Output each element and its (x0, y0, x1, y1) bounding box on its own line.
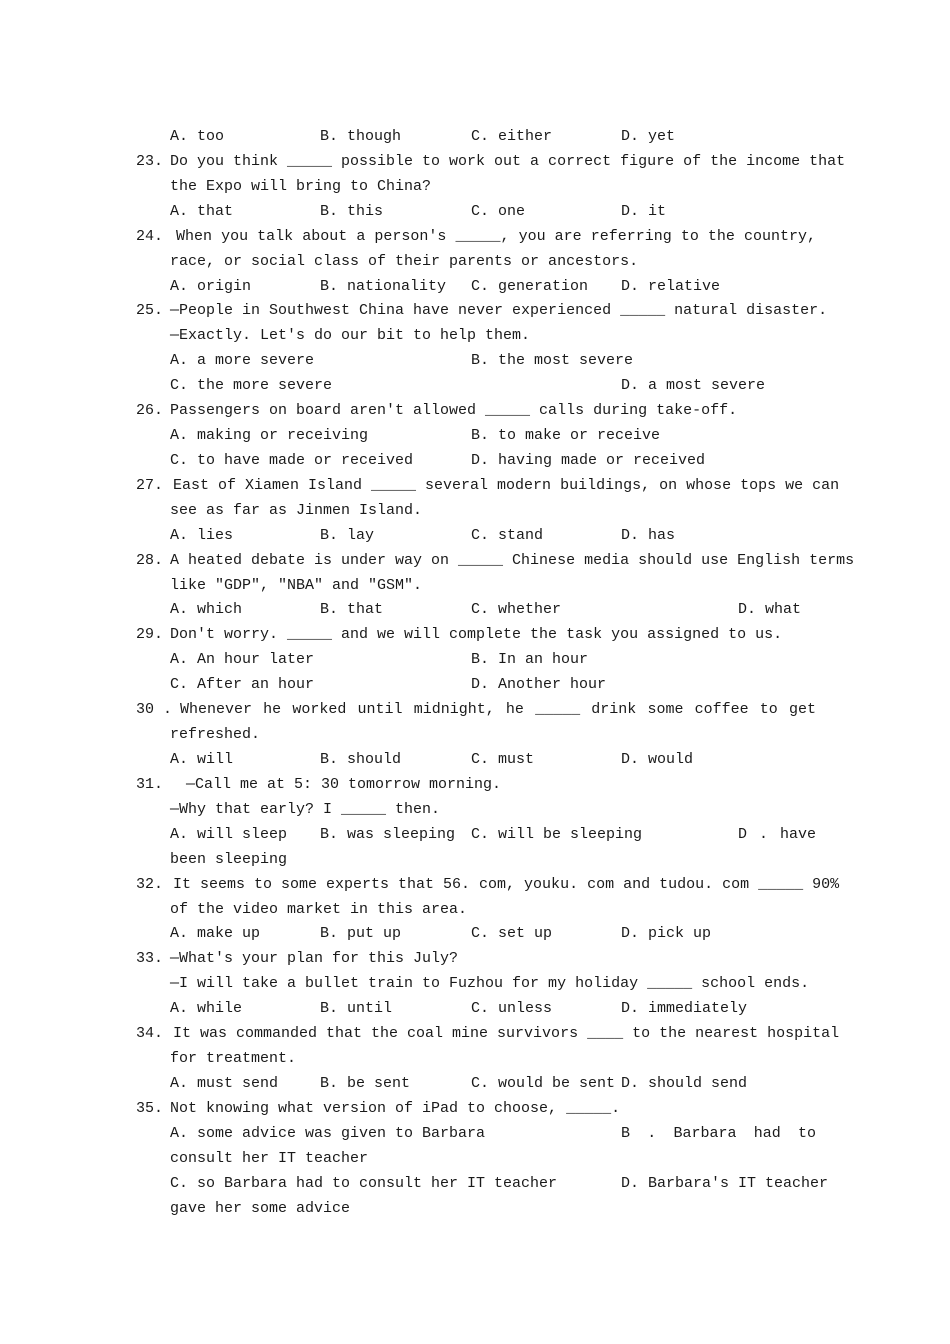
question-number: 30 . (136, 701, 173, 718)
option-b: B. this (320, 203, 384, 220)
question-number: 24. (136, 228, 164, 245)
option-d: D. relative (621, 278, 721, 295)
option-b: B. though (320, 128, 402, 145)
option-b: B. nationality (320, 278, 447, 295)
question-stem-cont: race, or social class of their parents or ancestors. (170, 253, 639, 270)
option-a: A. which (170, 601, 243, 618)
question-stem: Passengers on board aren't allowed _____ calls during take-off. (170, 402, 738, 419)
question-number: 29. (136, 626, 164, 643)
question-number: 23. (136, 153, 164, 170)
option-a: A. must send (170, 1075, 279, 1092)
option-b: B. to make or receive (471, 427, 661, 444)
option-a: A. too (170, 128, 225, 145)
option-c: C. must (471, 751, 535, 768)
option-b: B. should (320, 751, 402, 768)
option-b: B. that (320, 601, 384, 618)
question-stem: Do you think _____ possible to work out a correct figure of the income that (170, 153, 846, 170)
question-stem: A heated debate is under way on _____ Chinese media should use English terms (170, 552, 855, 569)
option-c: C. After an hour (170, 676, 315, 693)
option-d: D. would (621, 751, 694, 768)
option-b: B. put up (320, 925, 402, 942)
option-c: C. would be sent (471, 1075, 616, 1092)
option-a: A. make up (170, 925, 261, 942)
option-d: D. what (738, 601, 802, 618)
question-number: 32. (136, 876, 164, 893)
option-c: C. will be sleeping (471, 826, 643, 843)
option-c: C. stand (471, 527, 544, 544)
option-d: D. Another hour (471, 676, 607, 693)
option-a: A. that (170, 203, 234, 220)
question-number: 26. (136, 402, 164, 419)
question-number: 35. (136, 1100, 164, 1117)
option-c: C. either (471, 128, 553, 145)
option-d: D . have (738, 826, 816, 843)
question-number: 31. (136, 776, 164, 793)
option-c: C. so Barbara had to consult her IT teacher (170, 1175, 558, 1192)
question-number: 28. (136, 552, 164, 569)
question-stem-cont: refreshed. (170, 726, 261, 743)
question-stem: —People in Southwest China have never experienced _____ natural disaster. (170, 302, 828, 319)
option-c: C. set up (471, 925, 553, 942)
option-a: A. some advice was given to Barbara (170, 1125, 486, 1142)
option-c: C. to have made or received (170, 452, 414, 469)
option-d-cont: been sleeping (170, 851, 288, 868)
option-b: B. until (320, 1000, 393, 1017)
question-stem-cont: see as far as Jinmen Island. (170, 502, 423, 519)
option-b: B. was sleeping (320, 826, 456, 843)
option-b: B . Barbara had to (621, 1125, 816, 1142)
option-d: D. a most severe (621, 377, 766, 394)
question-stem: When you talk about a person's _____, you are referring to the country, (176, 228, 816, 245)
option-b-cont: consult her IT teacher (170, 1150, 369, 1167)
option-d: D. should send (621, 1075, 748, 1092)
question-stem-cont: of the video market in this area. (170, 901, 468, 918)
option-c: C. generation (471, 278, 589, 295)
option-d: D. has (621, 527, 676, 544)
question-number: 27. (136, 477, 164, 494)
option-d: D. immediately (621, 1000, 748, 1017)
option-a: A. a more severe (170, 352, 315, 369)
question-stem-cont: —Why that early? I _____ then. (170, 801, 441, 818)
option-b: B. be sent (320, 1075, 411, 1092)
question-stem: —What's your plan for this July? (170, 950, 459, 967)
question-stem: Don't worry. _____ and we will complete the task you assigned to us. (170, 626, 783, 643)
option-b: B. In an hour (471, 651, 589, 668)
option-a: A. origin (170, 278, 252, 295)
option-d: D. Barbara's IT teacher (621, 1175, 829, 1192)
option-a: A. while (170, 1000, 243, 1017)
option-d-cont: gave her some advice (170, 1200, 351, 1217)
question-stem: It was commanded that the coal mine survivors ____ to the nearest hospital (173, 1025, 840, 1042)
option-a: A. An hour later (170, 651, 315, 668)
option-c: C. whether (471, 601, 562, 618)
option-b: B. lay (320, 527, 375, 544)
option-d: D. pick up (621, 925, 712, 942)
question-number: 34. (136, 1025, 164, 1042)
option-d: D. yet (621, 128, 676, 145)
question-stem-cont: —I will take a bullet train to Fuzhou for my holiday _____ school ends. (170, 975, 810, 992)
question-stem: It seems to some experts that 56. com, youku. com and tudou. com _____ 90% (173, 876, 840, 893)
question-stem-cont: —Exactly. Let's do our bit to help them. (170, 327, 531, 344)
option-d: D. it (621, 203, 667, 220)
option-c: C. one (471, 203, 526, 220)
question-stem-cont: like "GDP", "NBA" and "GSM". (170, 577, 423, 594)
option-a: A. making or receiving (170, 427, 369, 444)
option-a: A. lies (170, 527, 234, 544)
question-number: 33. (136, 950, 164, 967)
question-stem: —Call me at 5: 30 tomorrow morning. (186, 776, 502, 793)
question-stem: East of Xiamen Island _____ several modern buildings, on whose tops we can (173, 477, 840, 494)
option-d: D. having made or received (471, 452, 706, 469)
option-c: C. the more severe (170, 377, 333, 394)
option-a: A. will sleep (170, 826, 288, 843)
option-c: C. unless (471, 1000, 553, 1017)
question-number: 25. (136, 302, 164, 319)
option-a: A. will (170, 751, 234, 768)
question-stem: Whenever he worked until midnight, he _____ drink some coffee to get (180, 701, 816, 718)
option-b: B. the most severe (471, 352, 634, 369)
question-stem: Not knowing what version of iPad to choose, _____. (170, 1100, 621, 1117)
question-stem-cont: for treatment. (170, 1050, 297, 1067)
question-stem-cont: the Expo will bring to China? (170, 178, 432, 195)
